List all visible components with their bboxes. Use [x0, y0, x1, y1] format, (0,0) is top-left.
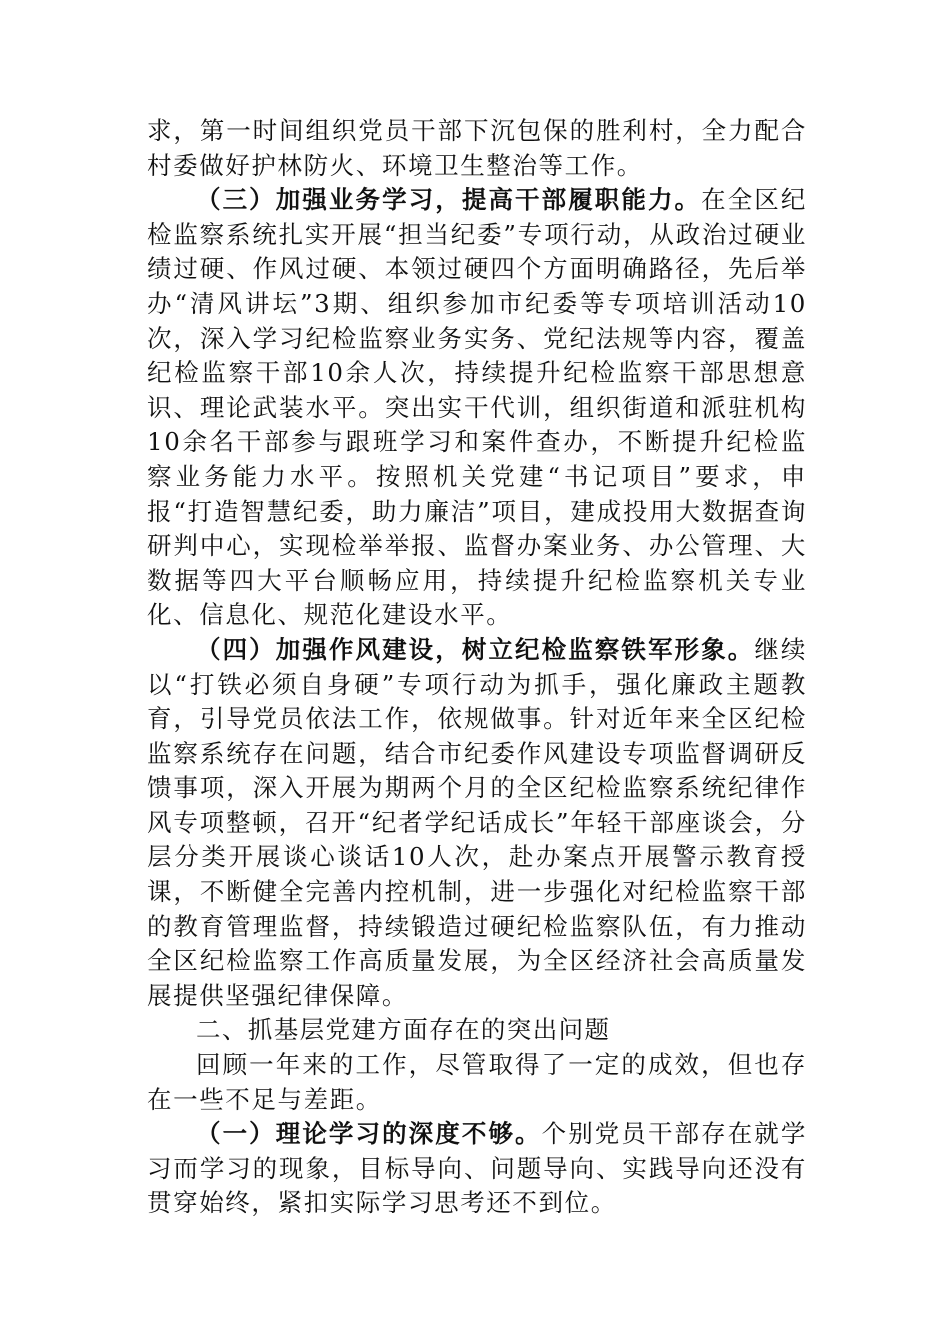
paragraph-section-3 — [147, 183, 807, 633]
paragraph-problem-1 — [147, 1117, 807, 1221]
subsection-title: （四）加强作风建设，树立纪检监察铁军形象。 — [196, 634, 755, 664]
paragraph-text: 回顾一年来的工作，尽管取得了一定的成效，但也存在一些不足与差距。 — [147, 1050, 807, 1114]
paragraph-text: 求，第一时间组织党员干部下沉包保的胜利村，全力配合村委做好护林防火、环境卫生整治等工作。 — [147, 116, 807, 180]
paragraph-intro — [147, 1048, 807, 1117]
section-heading: 二、抓基层党建方面存在的突出问题 — [196, 1015, 611, 1045]
paragraph-text: 在全区纪检监察系统扎实开展“担当纪委”专项行动，从政治过硬业绩过硬、作风过硬、本领过硬四个方面明确路径，先后举办“清风讲坛”3期、组织参加市纪委等专项培训活动10次，深入学习纪检监察业务实务、党纪法规等内容，覆盖纪检监察干部10余人次，持续提升纪检监察干部思想意识、理论武装水平。突出实干代训，组织街道和派驻机构10余名干部参与跟班学习和案件查办，不断提升纪检监察业务能力水平。按照机关党建“书记项目”要求，申报“打造智慧纪委，助力廉洁”项目，建成投用大数据查询研判中心，实现检举举报、监督办案业务、办公管理、大数据等四大平台顺畅应用，持续提升纪检监察机关专业化、信息化、规范化建设水平。 — [147, 185, 807, 630]
document-body — [147, 114, 807, 1221]
subsection-title: （一）理论学习的深度不够。 — [196, 1119, 542, 1149]
paragraph-text: 个别党员干部存在就学习而学习的现象，目标导向、问题导向、实践导向还没有贯穿始终，紧扣实际学习思考还不到位。 — [147, 1119, 807, 1218]
paragraph-text: 继续以“打铁必须自身硬”专项行动为抓手，强化廉政主题教育，引导党员依法工作，依规做事。针对近年来全区纪检监察系统存在问题，结合市纪委作风建设专项监督调研反馈事项，深入开展为期两个月的全区纪检监察系统纪律作风专项整顿，召开“纪者学纪话成长”年轻干部座谈会，分层分类开展谈心谈话10人次，赴办案点开展警示教育授课，不断健全完善内控机制，进一步强化对纪检监察干部的教育管理监督，持续锻造过硬纪检监察队伍，有力推动全区纪检监察工作高质量发展，为全区经济社会高质量发展提供坚强纪律保障。 — [147, 634, 807, 1010]
paragraph-continuation — [147, 114, 807, 183]
paragraph-section-4 — [147, 633, 807, 1014]
subsection-title: （三）加强业务学习，提高干部履职能力。 — [196, 185, 702, 215]
